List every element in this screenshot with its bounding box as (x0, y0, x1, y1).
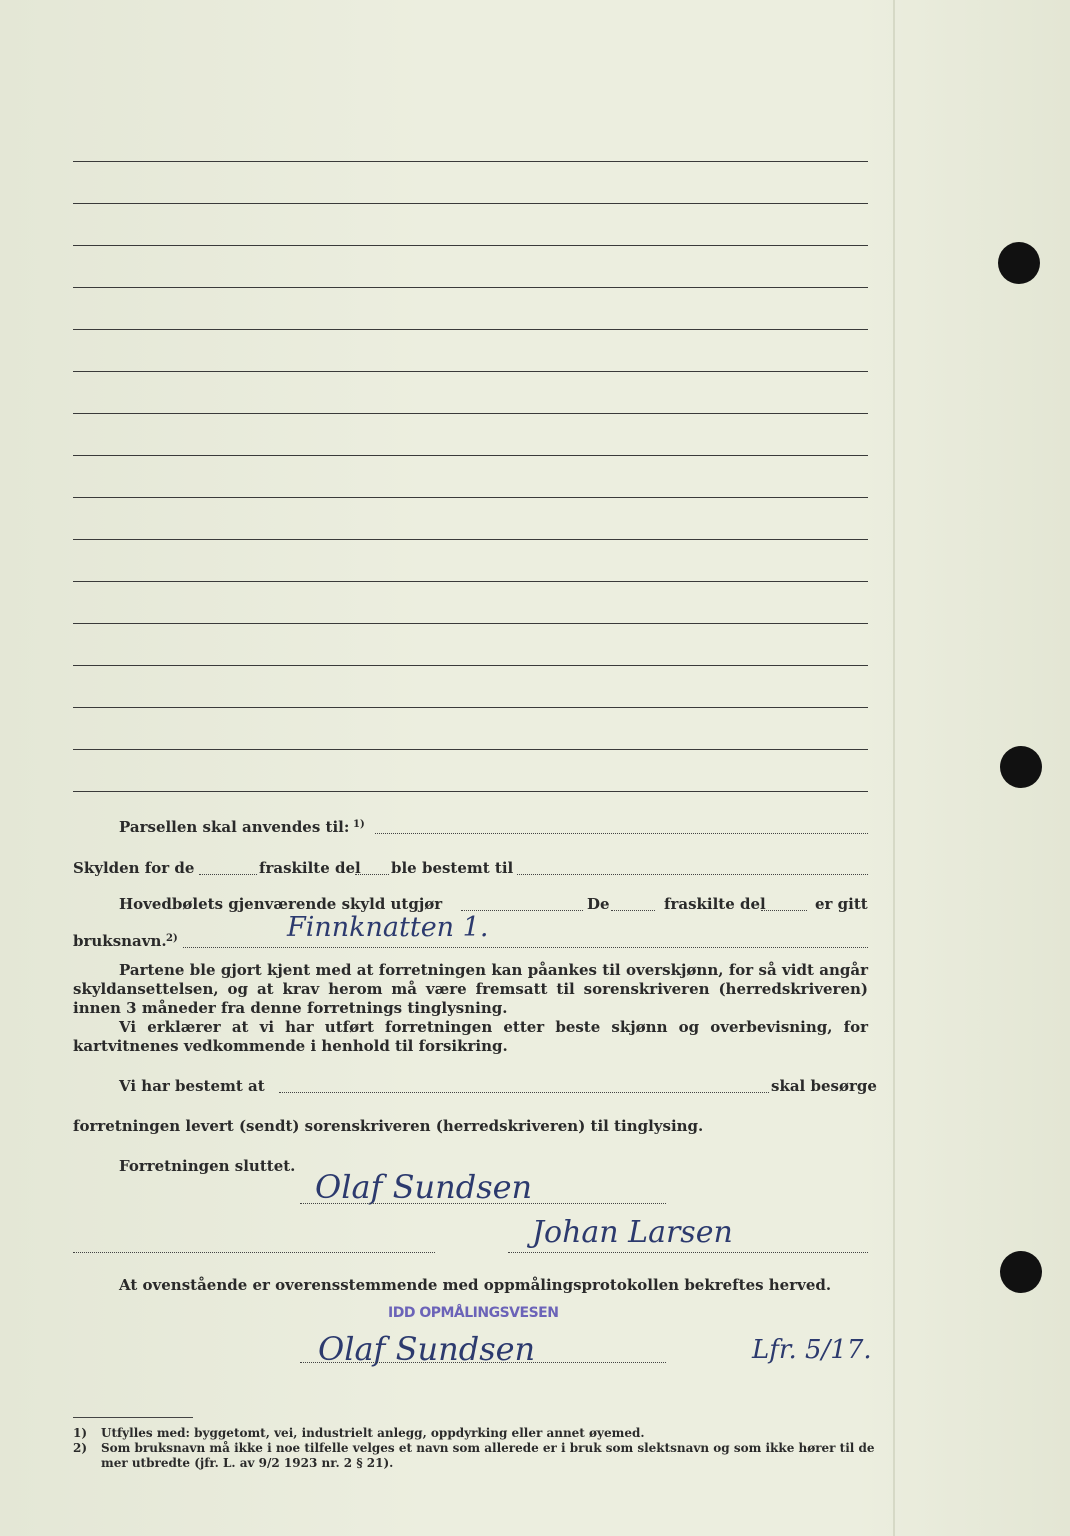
signature-line-1 (300, 1203, 666, 1204)
ruled-line (73, 245, 868, 246)
hovedbol-field-a[interactable] (461, 910, 583, 911)
hovedbol-label-b: De (587, 895, 610, 913)
office-stamp: IDD OPMÅLINGSVESEN (388, 1305, 559, 1321)
signature-3: Olaf Sundsen (318, 1330, 536, 1368)
skyld-field-c[interactable] (517, 874, 868, 875)
partene-text: Partene ble gjort kjent med at forretningen kan påankes til overskjønn, for så vidt angår skyldansettelsen, og at krav herom må være fremsatt til sorenskriveren (herredskriveren) innen 3 måneder fra denne forretnings tinglysning. (73, 961, 868, 1017)
parsell-line (73, 814, 868, 838)
punch-hole (1000, 1251, 1042, 1293)
ruled-line (73, 413, 868, 414)
hovedbol-label-a: Hovedbølets gjenværende skyld utgjør (119, 895, 443, 913)
levert-text: forretningen levert (sendt) sorenskriveren (herredskriveren) til tinglysing. (73, 1117, 704, 1135)
ruled-line (73, 203, 868, 204)
footnote-1-text: Utfylles med: byggetomt, vei, industrielt anlegg, oppdyrking eller annet øyemed. (101, 1426, 645, 1440)
hovedbol-label-d: er gitt (815, 895, 868, 913)
bestemt-label-b: skal besørge (771, 1077, 877, 1095)
footnote-ref-2: 2) (166, 933, 178, 944)
initials-note: Lfr. 5/17. (752, 1335, 872, 1365)
ruled-line (73, 749, 868, 750)
parsell-label: Parsellen skal anvendes til: (119, 818, 350, 836)
ruled-line (73, 665, 868, 666)
bekreftes-text: At ovenstående er overensstemmende med oppmålingsprotokollen bekreftes herved. (119, 1276, 832, 1294)
bruksnavn-field[interactable] (183, 947, 868, 948)
signature-2: Johan Larsen (532, 1215, 733, 1250)
parsell-field[interactable] (375, 833, 868, 834)
bestemt-field[interactable] (279, 1092, 769, 1093)
ruled-line (73, 623, 868, 624)
signature-line-left (73, 1252, 435, 1253)
signature-1: Olaf Sundsen (315, 1168, 533, 1206)
footnote-2 (73, 1441, 896, 1471)
ruled-line (73, 287, 868, 288)
levert-line (73, 1113, 868, 1137)
skyld-field-a[interactable] (199, 874, 257, 875)
ruled-line (73, 497, 868, 498)
erklaering-text: Vi erklærer at vi har utført forretningen etter beste skjønn og overbevisning, for kartvitnenes vedkommende i henhold til forsikring. (73, 1018, 868, 1055)
ruled-line (73, 791, 868, 792)
hovedbol-label-c: fraskilte del (664, 895, 766, 913)
ruled-line (73, 581, 868, 582)
bekreftes-line (73, 1272, 868, 1296)
hovedbol-field-c[interactable] (761, 910, 807, 911)
footnote-ref-1: 1) (353, 819, 365, 830)
footnote-1 (73, 1426, 868, 1441)
skyld-label-a: Skylden for de (73, 859, 195, 877)
signature-line-3 (300, 1362, 666, 1363)
hovedbol-field-b[interactable] (611, 910, 655, 911)
footnote-2-mark: 2) (73, 1441, 88, 1455)
footnote-1-mark: 1) (73, 1426, 88, 1440)
bestemt-line (73, 1073, 877, 1097)
footnote-rule (73, 1417, 193, 1418)
signature-line-2 (508, 1252, 868, 1253)
ruled-line (73, 539, 868, 540)
ruled-line (73, 455, 868, 456)
punch-hole (998, 242, 1040, 284)
skyld-field-b[interactable] (355, 874, 389, 875)
bestemt-label-a: Vi har bestemt at (119, 1077, 265, 1095)
ruled-line (73, 371, 868, 372)
footnote-2-text: Som bruksnavn må ikke i noe tilfelle velges et navn som allerede er i bruk som slektsnavn og som ikke hører til de mer utbredte (jfr. L. av 9/2 1923 nr. 2 § 21). (101, 1441, 875, 1470)
sluttet-text: Forretningen sluttet. (119, 1157, 296, 1175)
bruksnavn-label: bruksnavn. (73, 932, 167, 950)
skyld-line (73, 855, 868, 879)
bruksnavn-handwritten: Finnknatten 1. (287, 912, 489, 943)
punch-hole (1000, 746, 1042, 788)
page-fold (893, 0, 895, 1536)
ruled-line (73, 329, 868, 330)
ruled-line (73, 707, 868, 708)
skyld-label-c: ble bestemt til (391, 859, 514, 877)
ruled-line (73, 161, 868, 162)
skyld-label-b: fraskilte del (259, 859, 361, 877)
partene-paragraph (73, 961, 868, 1056)
